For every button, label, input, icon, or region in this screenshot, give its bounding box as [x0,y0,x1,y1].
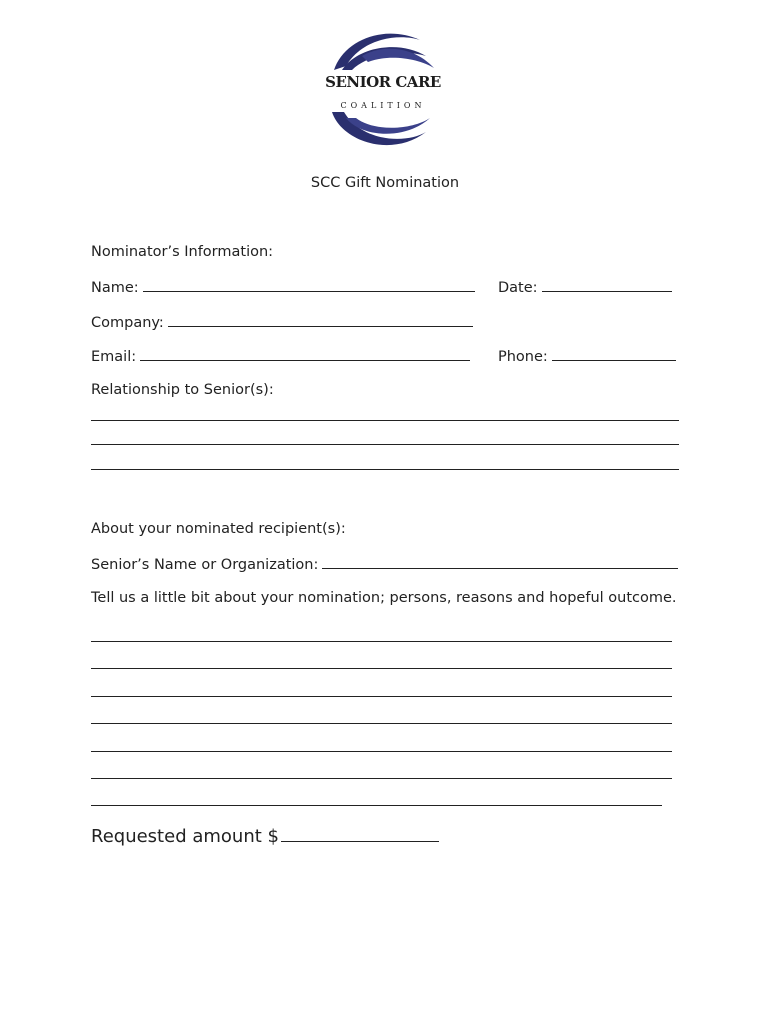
email-label: Email: [91,349,137,365]
email-row [91,347,470,366]
date-row [498,278,672,297]
nomination-line-1[interactable] [91,641,672,642]
nomination-line-3[interactable] [91,696,672,697]
nomination-line-5[interactable] [91,751,672,752]
nomination-line-4[interactable] [91,723,672,724]
phone-label: Phone: [498,349,548,365]
nomination-line-2[interactable] [91,668,672,669]
requested-amount-label: Requested amount $ [91,826,279,847]
phone-field[interactable] [552,347,676,361]
senior-name-field[interactable] [322,555,678,569]
email-field[interactable] [140,347,470,361]
requested-amount-row [91,825,439,848]
nomination-line-7[interactable] [91,805,662,806]
logo-name: SENIOR CARE [325,73,441,91]
phone-row [498,347,676,366]
name-row [91,278,475,297]
name-label: Name: [91,280,139,296]
senior-care-coalition-logo [322,26,444,150]
nominator-heading: Nominator’s Information: [91,244,274,260]
relationship-line-2[interactable] [91,444,679,445]
recipient-heading: About your nominated recipient(s): [91,521,346,537]
company-label: Company: [91,315,164,331]
tell-us-label: Tell us a little bit about your nomination; persons, reasons and hopeful outcome. [91,590,677,606]
senior-name-label: Senior’s Name or Organization: [91,557,319,573]
nomination-line-6[interactable] [91,778,672,779]
logo-subtitle: COALITION [340,101,426,110]
requested-amount-field[interactable] [281,825,439,842]
form-title: SCC Gift Nomination [310,175,460,191]
date-field[interactable] [542,278,672,292]
company-row [91,313,473,332]
name-field[interactable] [143,278,475,292]
relationship-line-1[interactable] [91,420,679,421]
date-label: Date: [498,280,538,296]
relationship-line-3[interactable] [91,469,679,470]
relationship-label: Relationship to Senior(s): [91,382,274,398]
senior-name-row [91,555,678,574]
company-field[interactable] [168,313,473,327]
